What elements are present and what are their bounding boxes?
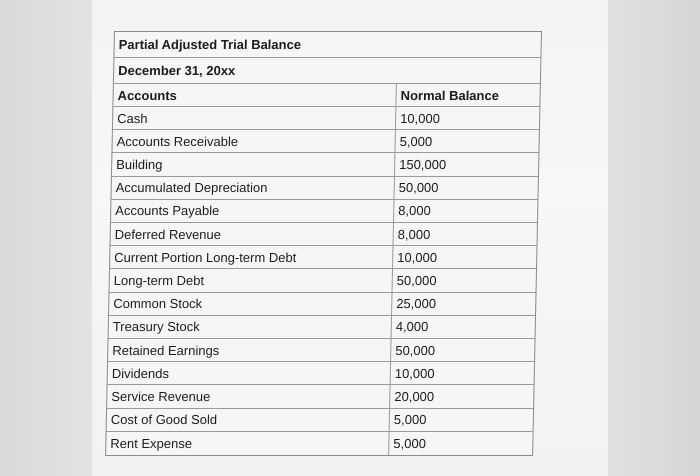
account-name: Accumulated Depreciation (115, 180, 268, 196)
table-row (107, 409, 533, 432)
normal-balance-value: 5,000 (393, 412, 427, 428)
normal-balance-value: 150,000 (399, 156, 447, 172)
normal-balance-value: 50,000 (396, 272, 437, 288)
table-row (107, 385, 533, 408)
trial-balance-table (105, 31, 542, 456)
table-row (109, 293, 535, 316)
table-row (113, 107, 539, 130)
account-name: Retained Earnings (112, 342, 220, 358)
table-title: Partial Adjusted Trial Balance (118, 37, 302, 52)
table-row (112, 153, 538, 176)
table-row (111, 200, 537, 223)
header-accounts: Accounts (117, 87, 178, 103)
account-name: Rent Expense (110, 435, 193, 451)
account-name: Accounts Receivable (116, 133, 239, 149)
normal-balance-value: 10,000 (394, 365, 435, 381)
account-name: Dividends (111, 365, 170, 381)
normal-balance-value: 4,000 (395, 319, 429, 335)
account-name: Service Revenue (111, 388, 211, 404)
table-header-row (113, 84, 539, 107)
table-date: December 31, 20xx (118, 63, 236, 78)
account-name: Common Stock (113, 296, 203, 312)
normal-balance-value: 50,000 (398, 180, 439, 196)
header-normal-balance: Normal Balance (400, 87, 500, 103)
table-row (111, 177, 537, 200)
account-name: Building (116, 156, 163, 172)
account-name: Long-term Debt (113, 272, 205, 288)
account-name: Deferred Revenue (114, 226, 222, 242)
account-name: Accounts Payable (115, 203, 220, 219)
table-date-row (114, 58, 541, 84)
account-name: Cost of Good Sold (110, 412, 218, 428)
normal-balance-value: 8,000 (397, 226, 431, 242)
table-row (110, 246, 536, 269)
account-name: Treasury Stock (112, 319, 200, 335)
normal-balance-value: 20,000 (394, 388, 435, 404)
normal-balance-value: 10,000 (397, 249, 438, 265)
table-row (106, 432, 532, 455)
normal-balance-value: 5,000 (399, 133, 433, 149)
normal-balance-value: 50,000 (395, 342, 436, 358)
table-title-row (114, 32, 541, 58)
table-row (112, 130, 538, 153)
table-row (108, 339, 534, 362)
table-row (110, 223, 536, 246)
table-row (109, 316, 535, 339)
normal-balance-value: 10,000 (400, 110, 441, 126)
normal-balance-value: 8,000 (398, 203, 431, 219)
account-name: Current Portion Long-term Debt (114, 249, 297, 265)
normal-balance-value: 5,000 (393, 435, 427, 451)
table-row (108, 362, 534, 385)
account-name: Cash (117, 110, 148, 126)
normal-balance-value: 25,000 (396, 296, 437, 312)
table-row (110, 269, 536, 292)
